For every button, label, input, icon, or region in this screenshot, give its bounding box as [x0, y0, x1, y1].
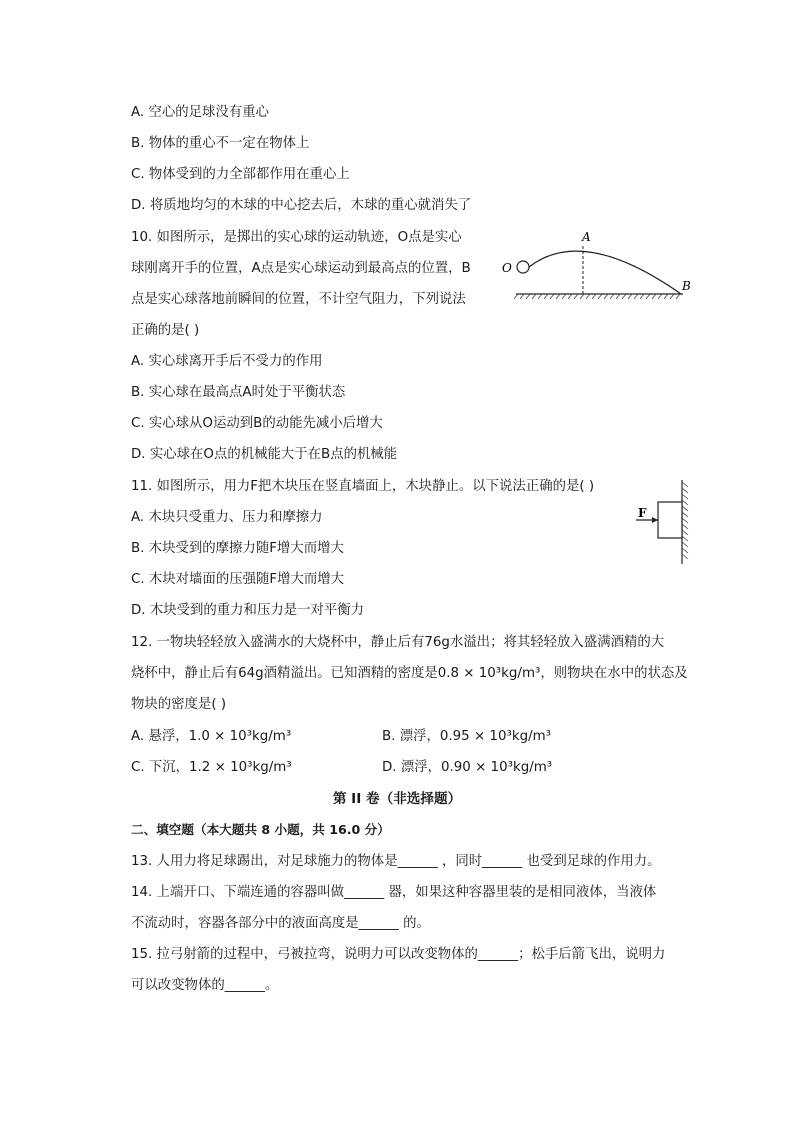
q14-line-2: 不流动时，容器各部分中的液面高度是______ 的。: [131, 916, 430, 931]
q11-wall-block-figure: [630, 478, 695, 568]
q10-option-a: A. 实心球离开手后不受力的作用: [131, 354, 323, 369]
q14-line-1: 14. 上端开口、下端连通的容器叫做______ 器，如果这种容器里装的是相同液体，当液体: [131, 885, 657, 900]
trajectory-curve: [529, 251, 681, 294]
q15-line-2: 可以改变物体的______。: [131, 978, 279, 993]
q9-option-a: A. 空心的足球没有重心: [131, 105, 269, 120]
q12-option-b: B. 漂浮，0.95 × 10³kg/m³: [382, 729, 552, 744]
section2-heading: 二、填空题（本大题共 8 小题，共 16.0 分）: [131, 822, 390, 837]
q13: 13. 人用力将足球踢出，对足球施力的物体是______ ，同时______ 也受到足球的作用力。: [131, 854, 661, 869]
q10-stem-line-4: 正确的是( ): [131, 323, 200, 338]
q11-option-a: A. 木块只受重力、压力和摩擦力: [131, 510, 323, 525]
q12-option-c: C. 下沉，1.2 × 10³kg/m³: [131, 760, 292, 775]
q10-option-c: C. 实心球从O运动到B的动能先减小后增大: [131, 416, 383, 431]
q12-stem-line-1: 12. 一物块轻轻放入盛满水的大烧杯中，静止后有76g水溢出；将其轻轻放入盛满酒精的大: [131, 635, 665, 650]
q11-stem: 11. 如图所示，用力F把木块压在竖直墙面上，木块静止。以下说法正确的是( ): [131, 479, 595, 494]
label-f: F: [638, 506, 647, 520]
q9-option-d: D. 将质地均匀的木球的中心挖去后，木球的重心就消失了: [131, 198, 472, 213]
q10-trajectory-figure: [498, 226, 698, 306]
q11-option-c: C. 木块对墙面的压强随F增大而增大: [131, 572, 345, 587]
q9-option-c: C. 物体受到的力全部都作用在重心上: [131, 167, 350, 182]
q10-option-b: B. 实心球在最高点A时处于平衡状态: [131, 385, 346, 400]
q10-stem-line-1: 10. 如图所示，是掷出的实心球的运动轨迹，O点是实心: [131, 230, 462, 245]
label-a: A: [582, 230, 591, 244]
q11-option-b: B. 木块受到的摩擦力随F增大而增大: [131, 541, 344, 556]
q11-option-d: D. 木块受到的重力和压力是一对平衡力: [131, 603, 365, 618]
force-arrow-head: [652, 517, 658, 523]
q15-line-1: 15. 拉弓射箭的过程中，弓被拉弯，说明力可以改变物体的______；松手后箭飞出，说明力: [131, 947, 666, 962]
ball-circle: [517, 261, 529, 273]
q12-option-a: A. 悬浮，1.0 × 10³kg/m³: [131, 729, 292, 744]
q10-stem-line-3: 点是实心球落地前瞬间的位置，不计空气阻力，下列说法: [131, 292, 466, 307]
q12-option-d: D. 漂浮，0.90 × 10³kg/m³: [382, 760, 553, 775]
q9-option-b: B. 物体的重心不一定在物体上: [131, 136, 310, 151]
label-b: B: [682, 279, 691, 293]
q10-stem-line-2: 球刚离开手的位置，A点是实心球运动到最高点的位置，B: [131, 261, 471, 276]
part2-title: 第 II 卷（非选择题）: [332, 791, 462, 807]
wood-block: [658, 502, 682, 538]
q12-stem-line-3: 物块的密度是( ): [131, 697, 227, 712]
label-o: O: [502, 261, 512, 275]
q12-stem-line-2: 烧杯中，静止后有64g酒精溢出。已知酒精的密度是0.8 × 10³kg/m³，则物块在水中的状态及: [131, 666, 688, 681]
q10-option-d: D. 实心球在O点的机械能大于在B点的机械能: [131, 447, 398, 462]
